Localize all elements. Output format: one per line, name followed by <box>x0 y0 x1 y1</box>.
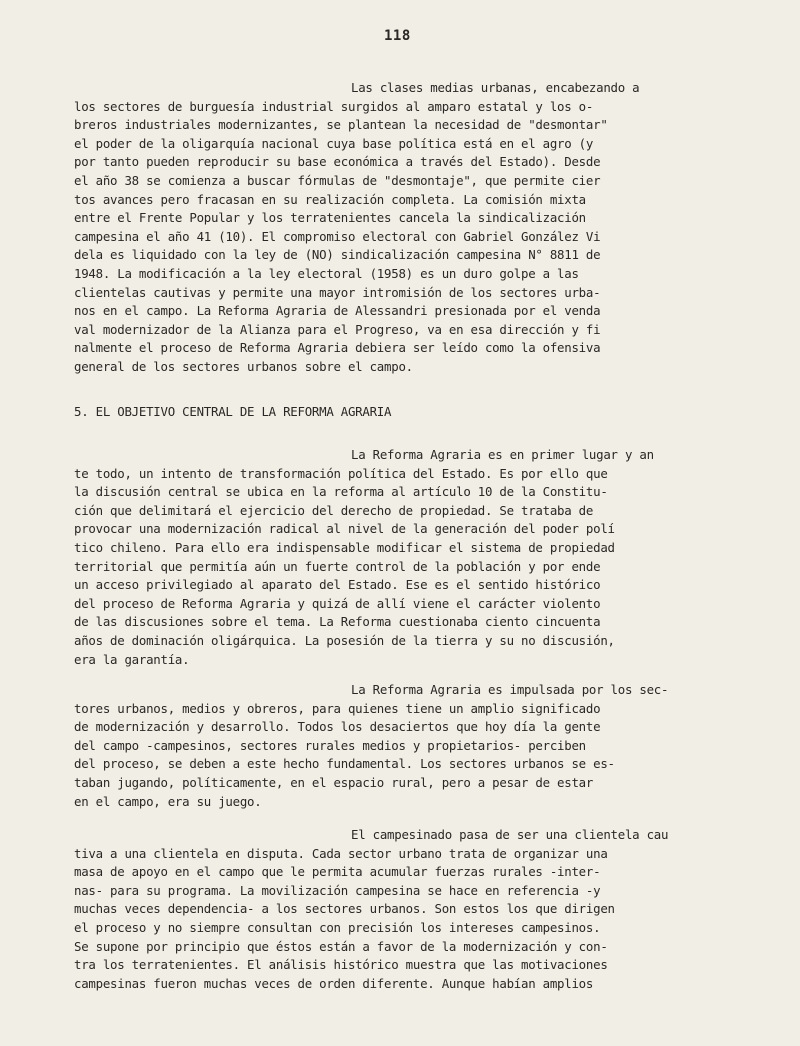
text-line: te todo, un intento de transformación política del Estado. Es por ello que <box>74 465 608 481</box>
paragraph-2 <box>74 446 764 669</box>
text-line: un acceso privilegiado al aparato del Estado. Ese es el sentido histórico <box>74 577 601 593</box>
section-heading <box>74 403 764 422</box>
text-line: taban jugando, políticamente, en el espacio rural, pero a pesar de estar <box>74 774 594 790</box>
text-line: nas- para su programa. La movilización campesina se hace en referencia -y <box>74 882 601 898</box>
page-number: 118 <box>384 28 411 44</box>
text-line: El campesinado pasa de ser una clientela cau <box>351 827 669 842</box>
text-line: el año 38 se comienza a buscar fórmulas de "desmontaje", que permite cier <box>74 172 601 188</box>
text-line: tos avances pero fracasan en su realización completa. La comisión mixta <box>74 191 586 207</box>
heading-text: 5. EL OBJETIVO CENTRAL DE LA REFORMA AGRARIA <box>74 404 392 419</box>
text-line: de las discusiones sobre el tema. La Reforma cuestionaba ciento cincuenta <box>74 614 601 630</box>
text-line: del proceso, se deben a este hecho fundamental. Los sectores urbanos se es- <box>74 756 615 772</box>
text-line: del proceso de Reforma Agraria y quizá de allí viene el carácter violento <box>74 595 601 611</box>
text-line: nalmente el proceso de Reforma Agraria debiera ser leído como la ofensiva <box>74 340 601 356</box>
text-line: nos en el campo. La Reforma Agraria de Alessandri presionada por el venda <box>74 303 601 319</box>
text-line: 1948. La modificación a la ley electoral (1958) es un duro golpe a las <box>74 265 579 281</box>
text-line: campesina el año 41 (10). El compromiso electoral con Gabriel González Vi <box>74 228 601 244</box>
text-line: los sectores de burguesía industrial surgidos al amparo estatal y los o- <box>74 98 594 114</box>
text-line: por tanto pueden reproducir su base económica a través del Estado). Desde <box>74 154 601 170</box>
text-line: tra los terratenientes. El análisis histórico muestra que las motivaciones <box>74 957 608 973</box>
text-line: Se supone por principio que éstos están a favor de la modernización y con- <box>74 938 608 954</box>
text-line: del campo -campesinos, sectores rurales medios y propietarios- perciben <box>74 737 586 753</box>
text-line: La Reforma Agraria es en primer lugar y an <box>351 447 654 462</box>
paragraph-3 <box>74 681 764 811</box>
text-line: campesinas fueron muchas veces de orden diferente. Aunque habían amplios <box>74 975 594 991</box>
text-line: La Reforma Agraria es impulsada por los sec- <box>351 682 669 697</box>
text-line: años de dominación oligárquica. La posesión de la tierra y su no discusión, <box>74 632 615 648</box>
text-line: tores urbanos, medios y obreros, para quienes tiene un amplio significado <box>74 700 601 716</box>
text-line: dela es liquidado con la ley de (NO) sindicalización campesina N° 8811 de <box>74 247 601 263</box>
text-line: era la garantía. <box>74 651 190 667</box>
text-line: breros industriales modernizantes, se plantean la necesidad de "desmontar" <box>74 117 608 133</box>
text-line: val modernizador de la Alianza para el Progreso, va en esa dirección y fi <box>74 321 601 337</box>
paragraph-1 <box>74 79 764 377</box>
text-line: muchas veces dependencia- a los sectores urbanos. Son estos los que dirigen <box>74 901 615 917</box>
text-line: tiva a una clientela en disputa. Cada sector urbano trata de organizar una <box>74 845 608 861</box>
text-line: territorial que permitía aún un fuerte control de la población y por ende <box>74 558 601 574</box>
text-line: de modernización y desarrollo. Todos los desaciertos que hoy día la gente <box>74 719 601 735</box>
text-line: provocar una modernización radical al nivel de la generación del poder polí <box>74 521 615 537</box>
text-line: el proceso y no siempre consultan con precisión los intereses campesinos. <box>74 919 601 935</box>
text-line: masa de apoyo en el campo que le permita acumular fuerzas rurales -inter- <box>74 864 601 880</box>
text-line: general de los sectores urbanos sobre el campo. <box>74 358 413 374</box>
text-line: entre el Frente Popular y los terratenientes cancela la sindicalización <box>74 210 586 226</box>
text-line: Las clases medias urbanas, encabezando a <box>351 80 640 95</box>
text-line: en el campo, era su juego. <box>74 793 262 809</box>
text-line: tico chileno. Para ello era indispensable modificar el sistema de propiedad <box>74 539 615 555</box>
paragraph-4 <box>74 826 764 993</box>
text-line: ción que delimitará el ejercicio del derecho de propiedad. Se trataba de <box>74 502 594 518</box>
text-line: clientelas cautivas y permite una mayor intromisión de los sectores urba- <box>74 284 601 300</box>
text-line: la discusión central se ubica en la reforma al artículo 10 de la Constitu- <box>74 484 608 500</box>
text-line: el poder de la oligarquía nacional cuya base política está en el agro (y <box>74 135 594 151</box>
